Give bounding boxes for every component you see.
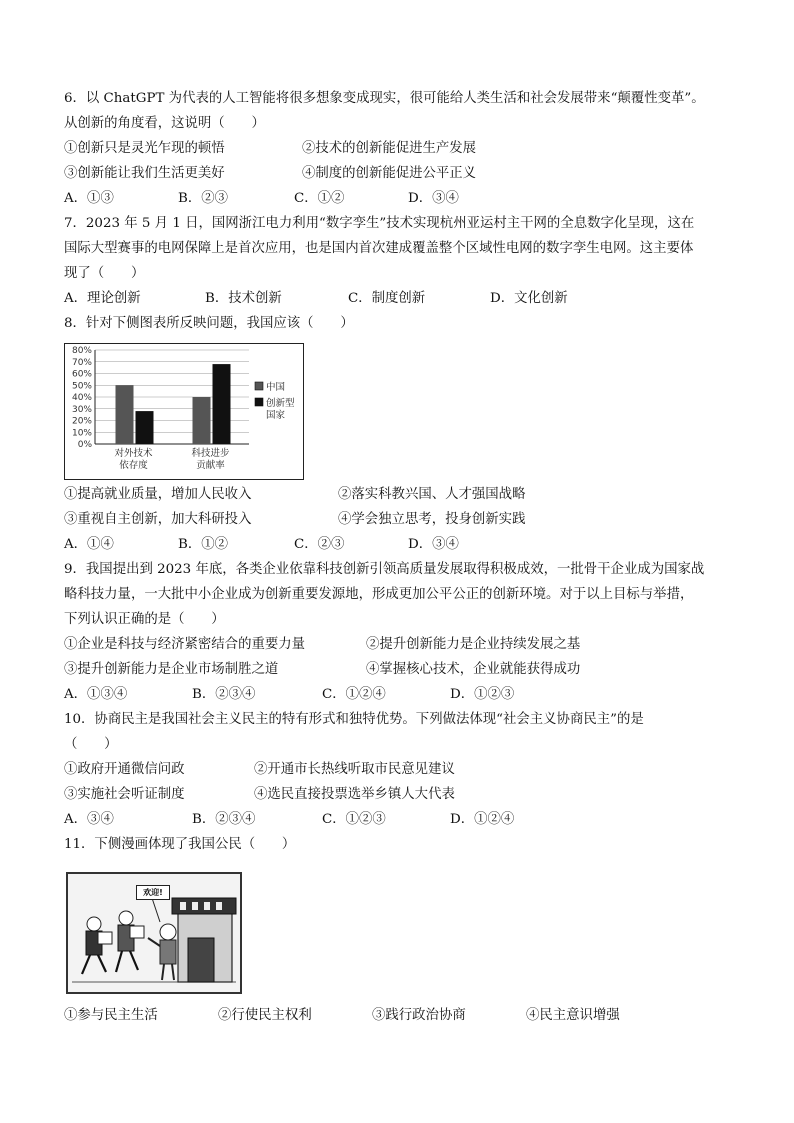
cartoon-speech-bubble: 欢迎!: [136, 885, 170, 900]
x-category-label: 依存度: [119, 460, 148, 471]
q6-stem-line-2: 从创新的角度看，这说明（ ）: [64, 116, 265, 131]
q10-choice-c[interactable]: C．①②③: [322, 812, 386, 827]
q9-choice-d[interactable]: D．①②③: [450, 687, 515, 702]
q7-choice-c[interactable]: C．制度创新: [348, 291, 426, 306]
q7-stem-line-2: 国际大型赛事的电网保障上是首次应用，也是国内首次建成覆盖整个区域性电网的数字孪生电网。这主要体: [64, 241, 694, 256]
q10-stem-line-1: 10．协商民主是我国社会主义民主的特有形式和独特优势。下列做法体现“社会主义协商民主”的是: [64, 712, 644, 727]
cartoon-greeter-head: [160, 924, 176, 940]
q6-choice-a[interactable]: A．①③: [64, 191, 114, 206]
q9-choice-b[interactable]: B．②③④: [192, 687, 256, 702]
q8-statement-1: ①提高就业质量，增加人民收入: [64, 487, 252, 502]
cartoon-door: [188, 938, 214, 982]
q6-statement-3: ③创新能让我们生活更美好: [64, 166, 225, 181]
cartoon-citizen-2-head: [119, 911, 133, 925]
q10-stem-line-2: （ ）: [64, 737, 118, 752]
q10-statement-2: ②开通市长热线听取市民意见建议: [254, 762, 455, 777]
cartoon-citizen-1-paper: [98, 932, 112, 944]
cartoon-citizen-1-leg: [82, 955, 90, 974]
q9-stem-line-3: 下列认识正确的是（ ）: [64, 612, 225, 627]
bar: [116, 385, 134, 444]
q10-statement-3: ③实施社会听证制度: [64, 787, 185, 802]
q6-choice-d[interactable]: D．③④: [408, 191, 459, 206]
q10-statement-4: ④选民直接投票选举乡镇人大代表: [254, 787, 455, 802]
cartoon-sign-char: [216, 902, 222, 910]
legend-swatch: [255, 382, 263, 390]
x-category-label: 科技进步: [191, 448, 230, 459]
q9-choice-a[interactable]: A．①③④: [64, 687, 128, 702]
cartoon-citizen-2-leg: [116, 951, 122, 972]
bar: [213, 364, 231, 444]
y-tick-label: 0%: [77, 440, 92, 450]
cartoon-greeter-leg: [172, 964, 174, 980]
y-tick-label: 20%: [71, 416, 92, 427]
bar: [193, 397, 211, 444]
cartoon-greeter-body: [160, 940, 176, 964]
q9-choice-c[interactable]: C．①②④: [322, 687, 386, 702]
q9-stem-line-2: 略科技力量，一大批中小企业成为创新重要发源地，形成更加公平公正的创新环境。对于以上目标与举措，: [64, 587, 694, 602]
y-tick-label: 30%: [71, 404, 92, 415]
x-category-label: 贡献率: [196, 460, 225, 471]
cartoon-speech-pointer: [152, 898, 160, 922]
y-tick-label: 40%: [71, 393, 92, 403]
q8-choice-c[interactable]: C．②③: [294, 537, 345, 552]
q8-statement-2: ②落实科教兴国、人才强国战略: [338, 487, 526, 502]
q7-choice-a[interactable]: A．理论创新: [64, 291, 141, 306]
cartoon-sign-char: [180, 902, 186, 910]
q9-statement-4: ④掌握核心技术，企业就能获得成功: [366, 662, 581, 677]
bar-chart-figure: [64, 343, 304, 480]
q6-choice-c[interactable]: C．①②: [294, 191, 345, 206]
q9-statement-3: ③提升创新能力是企业市场制胜之道: [64, 662, 279, 677]
q10-choice-a[interactable]: A．③④: [64, 812, 114, 827]
q6-statement-2: ②技术的创新能促进生产发展: [302, 141, 477, 156]
q11-statement-3: ③践行政治协商: [372, 1008, 466, 1023]
y-tick-label: 70%: [71, 357, 92, 368]
cartoon-citizen-1-leg: [98, 955, 106, 972]
cartoon-citizen-2-paper: [130, 926, 144, 938]
q9-stem-line-1: 9．我国提出到 2023 年底，各类企业依靠科技创新引领高质量发展取得积极成效，一批骨干企业成为国家战: [64, 562, 705, 577]
q6-statement-4: ④制度的创新能促进公平正义: [302, 166, 477, 181]
y-tick-label: 80%: [71, 346, 92, 356]
y-tick-label: 10%: [71, 428, 92, 439]
q11-statement-2: ②行使民主权利: [218, 1008, 312, 1023]
q6-statement-1: ①创新只是灵光乍现的顿悟: [64, 141, 225, 156]
q8-statement-4: ④学会独立思考，投身创新实践: [338, 512, 526, 527]
legend-label: 创新型: [266, 398, 295, 409]
q8-statement-3: ③重视自主创新，加大科研投入: [64, 512, 252, 527]
legend-label: 中国: [266, 382, 286, 393]
q11-stem-line-1: 11．下侧漫画体现了我国公民（ ）: [64, 837, 296, 852]
cartoon-sign-char: [204, 902, 210, 910]
legend-swatch: [255, 398, 263, 406]
q11-statement-4: ④民主意识增强: [526, 1008, 620, 1023]
q11-statement-1: ①参与民主生活: [64, 1008, 158, 1023]
cartoon-image: [66, 872, 242, 994]
cartoon-greeter-leg: [162, 964, 164, 980]
q7-stem-line-3: 现了（ ）: [64, 266, 145, 281]
q8-stem-line-1: 8．针对下侧图表所反映问题，我国应该（ ）: [64, 316, 354, 331]
legend-label: 国家: [266, 410, 286, 421]
cartoon-sign-char: [192, 902, 198, 910]
y-tick-label: 50%: [71, 381, 92, 392]
bar: [136, 411, 154, 444]
cartoon-citizen-2-leg: [130, 951, 138, 970]
q8-choice-b[interactable]: B．①②: [178, 537, 229, 552]
q10-choice-b[interactable]: B．②③④: [192, 812, 256, 827]
q7-choice-d[interactable]: D．文化创新: [490, 291, 568, 306]
q10-choice-d[interactable]: D．①②④: [450, 812, 515, 827]
q8-choice-d[interactable]: D．③④: [408, 537, 459, 552]
q6-stem-line-1: 6．以 ChatGPT 为代表的人工智能将很多想象变成现实，很可能给人类生活和社会发展带来“颠覆性变革”。: [64, 91, 705, 106]
q7-choice-b[interactable]: B．技术创新: [205, 291, 282, 306]
x-category-label: 对外技术: [114, 448, 153, 459]
q8-choice-a[interactable]: A．①④: [64, 537, 114, 552]
q9-statement-1: ①企业是科技与经济紧密结合的重要力量: [64, 637, 306, 652]
q7-stem-line-1: 7．2023 年 5 月 1 日，国网浙江电力利用“数字孪生”技术实现杭州亚运村主干网的全息数字化呈现，这在: [64, 216, 695, 231]
y-tick-label: 60%: [71, 369, 92, 380]
q10-statement-1: ①政府开通微信问政: [64, 762, 185, 777]
q9-statement-2: ②提升创新能力是企业持续发展之基: [366, 637, 581, 652]
cartoon-citizen-1-head: [87, 917, 101, 931]
q6-choice-b[interactable]: B．②③: [178, 191, 229, 206]
bar-chart: [65, 344, 303, 479]
cartoon-greeter-arm: [148, 938, 160, 946]
